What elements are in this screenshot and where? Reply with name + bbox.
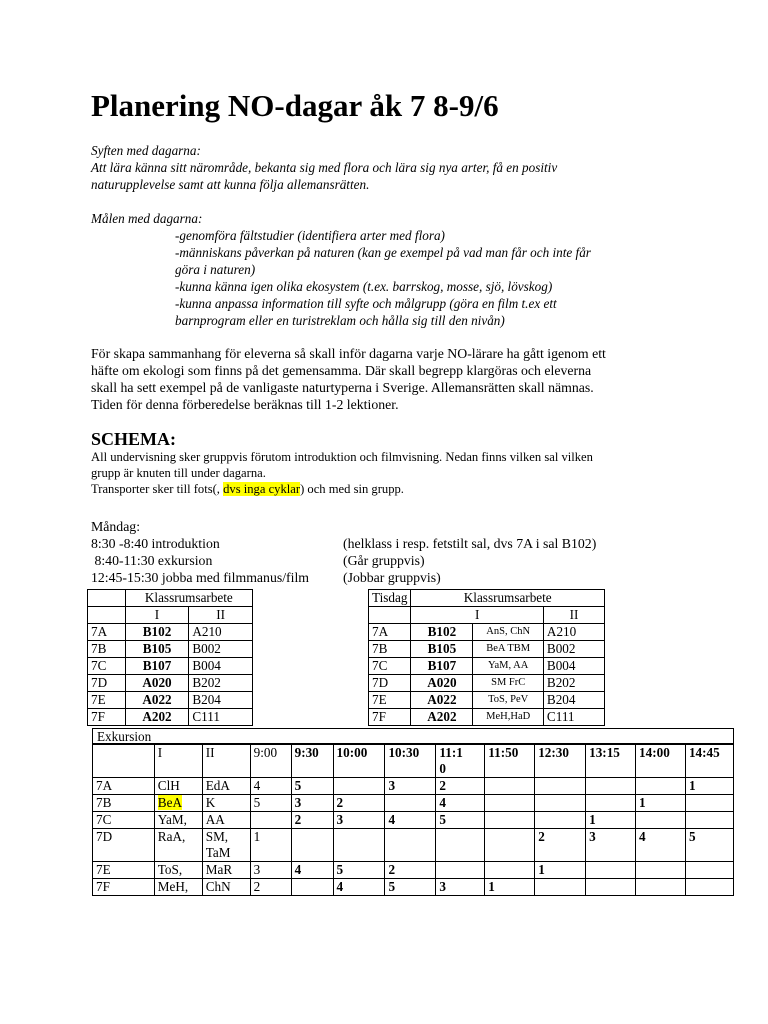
cell: 5	[333, 862, 385, 879]
table-row	[93, 795, 734, 812]
cell	[586, 879, 636, 896]
cell: B105	[411, 641, 473, 658]
cell: 7D	[93, 829, 155, 862]
table-row	[369, 658, 605, 675]
cell: 3	[291, 795, 333, 812]
cell: 7B	[93, 795, 155, 812]
cell: 5	[385, 879, 436, 896]
cell: A202	[125, 709, 189, 726]
highlight: BeA	[157, 795, 182, 810]
cell	[636, 812, 686, 829]
table-row	[88, 658, 253, 675]
table-classroom-monday	[87, 589, 253, 726]
intro-line: häfte om ekologi som finns på det gemensamma. Där skall begrepp klargöras och eleverna	[91, 363, 592, 378]
table-row	[93, 829, 734, 862]
cell: 5	[685, 829, 733, 862]
cell	[202, 829, 250, 862]
cell: B004	[543, 658, 604, 675]
cell: A210	[543, 624, 604, 641]
table-row	[369, 692, 605, 709]
table-row	[369, 709, 605, 726]
cell: 7E	[88, 692, 126, 709]
table-header: Klassrumsarbete	[125, 590, 252, 607]
cell: B204	[189, 692, 253, 709]
schema-line-3-post: ) och med sin grupp.	[300, 482, 404, 496]
cell: 2	[385, 862, 436, 879]
page-title: Planering NO-dagar åk 7 8-9/6	[91, 88, 499, 123]
cell: 7A	[88, 624, 126, 641]
cell: 7A	[93, 778, 155, 795]
col-header: 14:00	[636, 745, 686, 778]
cell: 7C	[88, 658, 126, 675]
col-header: I	[154, 745, 202, 778]
cell: B002	[189, 641, 253, 658]
cell	[291, 879, 333, 896]
mandag-note: (Jobbar gruppvis)	[343, 570, 441, 585]
cell	[485, 862, 535, 879]
mandag-time: 8:30 -8:40 introduktion	[91, 536, 220, 551]
table-header-row	[369, 590, 605, 607]
cell: 7F	[369, 709, 411, 726]
cell: 4	[385, 812, 436, 829]
cell-text: AA	[205, 812, 225, 827]
cell: 4	[436, 795, 485, 812]
cell	[535, 778, 586, 795]
cell: AnS, ChN	[473, 624, 543, 641]
malen-heading: Målen med dagarna:	[91, 211, 203, 226]
mandag-time: 8:40-11:30 exkursion	[91, 553, 213, 568]
cell: A020	[411, 675, 473, 692]
table-header: Klassrumsarbete	[411, 590, 605, 607]
cell	[291, 829, 333, 862]
table-row	[88, 675, 253, 692]
cell	[685, 795, 733, 812]
mandag-time: 12:45-15:30 jobba med filmmanus/film	[91, 570, 310, 585]
table-row	[93, 879, 734, 896]
syften-heading: Syften med dagarna:	[91, 143, 201, 158]
cell	[436, 862, 485, 879]
syften-line-2: naturupplevelse samt att kunna följa allemansrätten.	[91, 177, 370, 192]
mandag-heading: Måndag:	[91, 519, 141, 534]
cell	[636, 879, 686, 896]
col-header: II	[189, 607, 253, 624]
col-header	[436, 745, 485, 778]
col-header: 13:15	[586, 745, 636, 778]
malen-item: -genomföra fältstudier (identifiera arter med flora)	[175, 228, 445, 243]
cell	[485, 812, 535, 829]
cell	[636, 862, 686, 879]
cell: B202	[543, 675, 604, 692]
cell: C111	[543, 709, 604, 726]
col-header: I	[125, 607, 189, 624]
table-row	[93, 778, 734, 795]
cell-text: ChN	[205, 879, 231, 894]
cell: 4	[291, 862, 333, 879]
cell	[685, 862, 733, 879]
table-row	[88, 624, 253, 641]
cell: 4	[636, 829, 686, 862]
cell: 3	[436, 879, 485, 896]
table-row	[88, 692, 253, 709]
cell: 7F	[93, 879, 155, 896]
cell: 1	[250, 829, 291, 862]
cell	[485, 795, 535, 812]
cell: 3	[333, 812, 385, 829]
intro-line: Tiden för denna förberedelse beräknas till 1-2 lektioner.	[91, 397, 399, 412]
col-header: II	[202, 745, 250, 778]
cell: RaA,	[154, 829, 202, 862]
schema-line-1: All undervisning sker gruppvis förutom introduktion och filmvisning. Nedan finns vilken sal vilken	[91, 450, 593, 464]
cell: 7B	[88, 641, 126, 658]
cell	[586, 862, 636, 879]
table-header-row	[88, 590, 253, 607]
cell: 7C	[369, 658, 411, 675]
cell: 2	[250, 879, 291, 896]
cell: 1	[485, 879, 535, 896]
cell: C111	[189, 709, 253, 726]
cell: 3	[586, 829, 636, 862]
col-header: 11:50	[485, 745, 535, 778]
malen-item: -kunna anpassa information till syfte och målgrupp (göra en film t.ex ett	[175, 296, 557, 311]
cell: 7D	[88, 675, 126, 692]
cell	[202, 795, 250, 812]
cell	[385, 795, 436, 812]
table-row	[369, 624, 605, 641]
day-header: Tisdag	[369, 590, 411, 607]
cell: A020	[125, 675, 189, 692]
col-header-wrap: 0	[439, 761, 446, 776]
cell-text: TaM	[205, 845, 231, 860]
col-header: 9:30	[291, 745, 333, 778]
cell: MeH,	[154, 879, 202, 896]
cell: ClH	[154, 778, 202, 795]
cell: ToS, PeV	[473, 692, 543, 709]
cell	[485, 829, 535, 862]
cell	[586, 795, 636, 812]
cell: A022	[411, 692, 473, 709]
cell: A210	[189, 624, 253, 641]
schema-line-3	[91, 481, 404, 497]
cell: B204	[543, 692, 604, 709]
cell-text: SM,	[205, 829, 229, 844]
cell	[154, 795, 202, 812]
cell	[250, 812, 291, 829]
cell	[202, 778, 250, 795]
cell: 2	[535, 829, 586, 862]
cell: A202	[411, 709, 473, 726]
cell	[535, 879, 586, 896]
cell: B202	[189, 675, 253, 692]
table-row	[88, 709, 253, 726]
col-header: 14:45	[685, 745, 733, 778]
cell: 7F	[88, 709, 126, 726]
cell	[333, 778, 385, 795]
cell: B107	[411, 658, 473, 675]
col-header: 9:00	[250, 745, 291, 778]
cell	[636, 778, 686, 795]
cell: 5	[250, 795, 291, 812]
cell	[202, 879, 250, 896]
cell: 1	[636, 795, 686, 812]
table-row	[369, 675, 605, 692]
cell: 7C	[93, 812, 155, 829]
exkursion-header-row	[93, 745, 734, 778]
cell: 1	[535, 862, 586, 879]
syften-line-1: Att lära känna sitt närområde, bekanta sig med flora och lära sig nya arter, få en positiv	[91, 160, 558, 175]
cell: 2	[333, 795, 385, 812]
col-header	[93, 745, 155, 778]
cell	[385, 829, 436, 862]
cell: 2	[291, 812, 333, 829]
table-row	[93, 812, 734, 829]
cell	[333, 829, 385, 862]
col-header-text: 11:1	[439, 745, 463, 760]
cell: 7A	[369, 624, 411, 641]
cell: ToS,	[154, 862, 202, 879]
malen-item: -kunna känna igen olika ekosystem (t.ex. barrskog, mosse, sjö, lövskog)	[175, 279, 553, 294]
cell-text: EdA	[205, 778, 230, 793]
mandag-note: (helklass i resp. fetstilt sal, dvs 7A i sal B102)	[343, 536, 597, 551]
cell-text: K	[205, 795, 216, 810]
col-header: I	[411, 607, 543, 624]
cell: 2	[436, 778, 485, 795]
malen-item: -människans påverkan på naturen (kan ge exempel på vad man får och inte får	[175, 245, 591, 260]
cell	[202, 862, 250, 879]
table-header-row	[88, 607, 253, 624]
cell	[436, 829, 485, 862]
mandag-note: (Går gruppvis)	[343, 553, 425, 568]
table-row	[93, 862, 734, 879]
cell: 4	[250, 778, 291, 795]
malen-item: göra i naturen)	[175, 262, 256, 277]
cell: 3	[385, 778, 436, 795]
col-header: II	[543, 607, 604, 624]
cell	[586, 778, 636, 795]
cell: 7E	[93, 862, 155, 879]
schema-line-3-pre: Transporter sker till fots(,	[91, 482, 224, 496]
table-header-row	[369, 607, 605, 624]
cell-text: MaR	[205, 862, 233, 877]
cell	[685, 879, 733, 896]
cell: B107	[125, 658, 189, 675]
cell: 4	[333, 879, 385, 896]
col-header: 10:30	[385, 745, 436, 778]
table-row	[88, 641, 253, 658]
cell: BeA TBM	[473, 641, 543, 658]
cell	[202, 812, 250, 829]
cell: 3	[250, 862, 291, 879]
cell: B102	[125, 624, 189, 641]
cell: 5	[291, 778, 333, 795]
cell: YaM, AA	[473, 658, 543, 675]
intro-line: skall ha sett exempel på de vanligaste naturtyperna i Sverige. Allemansrätten skall nämnas.	[91, 380, 594, 395]
schema-line-2: grupp är knuten till under dagarna.	[91, 466, 266, 480]
table-classroom-tuesday	[368, 589, 605, 726]
cell: YaM,	[154, 812, 202, 829]
cell	[485, 778, 535, 795]
table-exkursion	[92, 744, 734, 896]
cell	[535, 812, 586, 829]
schema-heading: SCHEMA:	[91, 429, 176, 449]
cell	[535, 795, 586, 812]
malen-item: barnprogram eller en turistreklam och hålla sig till den nivån)	[175, 313, 505, 328]
exkursion-header: Exkursion	[92, 728, 734, 744]
cell: B105	[125, 641, 189, 658]
col-header: 12:30	[535, 745, 586, 778]
cell: 5	[436, 812, 485, 829]
cell: A022	[125, 692, 189, 709]
schema-highlight: dvs inga cyklar	[223, 482, 301, 496]
cell: 7B	[369, 641, 411, 658]
cell: 1	[586, 812, 636, 829]
cell	[685, 812, 733, 829]
cell: B002	[543, 641, 604, 658]
cell: SM FrC	[473, 675, 543, 692]
cell: 1	[685, 778, 733, 795]
col-header: 10:00	[333, 745, 385, 778]
cell: 7E	[369, 692, 411, 709]
cell: B102	[411, 624, 473, 641]
cell: 7D	[369, 675, 411, 692]
cell: B004	[189, 658, 253, 675]
table-row	[369, 641, 605, 658]
intro-line: För skapa sammanhang för eleverna så skall inför dagarna varje NO-lärare ha gått igenom ett	[91, 346, 606, 361]
cell: MeH,HaD	[473, 709, 543, 726]
